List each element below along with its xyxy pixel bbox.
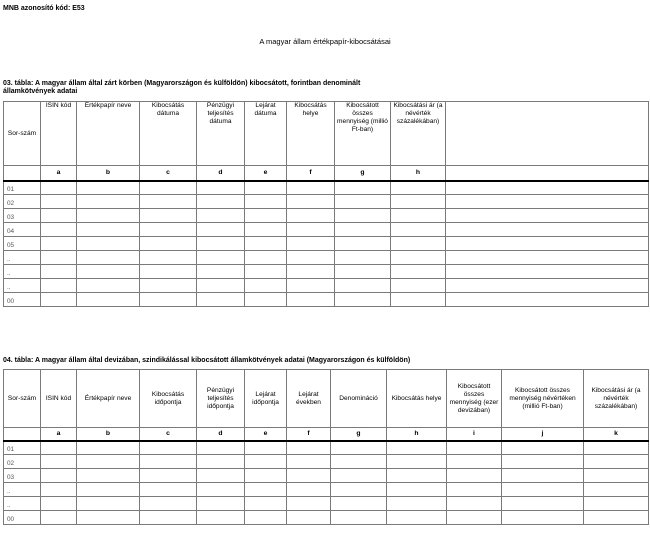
table1-header-maturity-date: Lejárat dátuma <box>245 102 287 166</box>
row-number: .. <box>4 497 41 511</box>
table2-header-place: Kibocsátás helye <box>387 370 447 428</box>
table1-title-line2: államkötvények adatai <box>3 88 78 95</box>
table1-letter-e: e <box>245 166 287 181</box>
table1-letter-d: d <box>197 166 245 181</box>
row-number: .. <box>4 279 41 293</box>
table1 <box>3 101 649 307</box>
row-number: 01 <box>4 441 41 455</box>
table2-letter-a: a <box>41 428 77 441</box>
table1-letter-empty <box>446 166 649 181</box>
table1-header-row <box>4 102 649 166</box>
table-row <box>4 497 649 511</box>
table-row <box>4 265 649 279</box>
table2-letter-f: f <box>287 428 331 441</box>
table1-letter-a: a <box>41 166 77 181</box>
table-row <box>4 209 649 223</box>
table2-header-maturity-years: Lejárat években <box>287 370 331 428</box>
table1-body <box>4 181 649 307</box>
table-row <box>4 511 649 525</box>
table1-header-place: Kibocsátás helye <box>287 102 335 166</box>
table-row <box>4 441 649 455</box>
table2-letter-k: k <box>584 428 649 441</box>
table2-letters-row <box>4 428 649 441</box>
table2 <box>3 369 649 525</box>
table-row <box>4 455 649 469</box>
table1-title-line1: 03. tábla: A magyar állam által zárt körben (Magyarországon és külföldön) kibocsátott, forintban denominált <box>3 80 361 87</box>
table2-letter-g: g <box>331 428 387 441</box>
table2-header-isin: ISIN kód <box>41 370 77 428</box>
table2-header-issue-time: Kibocsátás időpontja <box>140 370 197 428</box>
table2-header-quantity-fx: Kibocsátott összes mennyiség (ezer devizában) <box>447 370 502 428</box>
row-number: 05 <box>4 237 41 251</box>
table1-letter-f: f <box>287 166 335 181</box>
row-number: 00 <box>4 293 41 307</box>
table1-letter-h: h <box>391 166 446 181</box>
row-number: 01 <box>4 181 41 195</box>
table2-letter-j: j <box>502 428 584 441</box>
table1-letter-b: b <box>77 166 140 181</box>
table2-header-name: Értékpapír neve <box>77 370 140 428</box>
table1-header-issue-date: Kibocsátás dátuma <box>140 102 197 166</box>
table2-letter-e: e <box>245 428 287 441</box>
table2-header-sorszam: Sor-szám <box>4 370 41 428</box>
table2-letter-h: h <box>387 428 447 441</box>
table1-header-sorszam: Sor-szám <box>4 102 41 166</box>
row-number: 02 <box>4 455 41 469</box>
table-row <box>4 279 649 293</box>
table2-header-quantity-huf: Kibocsátott összes mennyiség névértéken (millió Ft-ban) <box>502 370 584 428</box>
table1-header-price: Kibocsátási ár (a névérték százalékában) <box>391 102 446 166</box>
table-row <box>4 181 649 195</box>
table1-header-quantity: Kibocsátott összes mennyiség (millió Ft-ban) <box>335 102 391 166</box>
row-number: .. <box>4 265 41 279</box>
table-row <box>4 293 649 307</box>
table2-title: 04. tábla: A magyar állam által devizában, szindikálással kibocsátott államkötvények adatai (Magyarországon és külföldön) <box>3 357 411 364</box>
table-row <box>4 251 649 265</box>
table2-header-denomination: Denomináció <box>331 370 387 428</box>
table1-letter-g: g <box>335 166 391 181</box>
row-number: .. <box>4 483 41 497</box>
row-number: 03 <box>4 469 41 483</box>
table-row <box>4 223 649 237</box>
row-number: 04 <box>4 223 41 237</box>
table-row <box>4 195 649 209</box>
table1-header-blank <box>446 102 649 166</box>
page-title: A magyar állam értékpapír-kibocsátásai <box>259 37 391 46</box>
row-number: 03 <box>4 209 41 223</box>
table1-header-isin: ISIN kód <box>41 102 77 166</box>
table1-header-name: Értékpapír neve <box>77 102 140 166</box>
table2-header-price: Kibocsátási ár (a névérték százalékában) <box>584 370 649 428</box>
table-row <box>4 483 649 497</box>
table2-letter-i: i <box>447 428 502 441</box>
table2-letter-b: b <box>77 428 140 441</box>
table-row <box>4 237 649 251</box>
table1-letter-c: c <box>140 166 197 181</box>
table1-letters-row <box>4 166 649 181</box>
table2-letter-blank <box>4 428 41 441</box>
table1-letter-blank <box>4 166 41 181</box>
table2-letter-d: d <box>197 428 245 441</box>
table2-header-maturity-time: Lejárat időpontja <box>245 370 287 428</box>
row-number: 02 <box>4 195 41 209</box>
row-number: 00 <box>4 511 41 525</box>
mnb-code: MNB azonosító kód: E53 <box>3 5 85 12</box>
table-row <box>4 469 649 483</box>
table2-letter-c: c <box>140 428 197 441</box>
table2-body <box>4 441 649 525</box>
table2-header-row <box>4 370 649 428</box>
table1-header-settlement-date: Pénzügyi teljesítés dátuma <box>197 102 245 166</box>
table2-header-settlement-time: Pénzügyi teljesítés időpontja <box>197 370 245 428</box>
table1-title <box>3 80 360 96</box>
row-number: .. <box>4 251 41 265</box>
